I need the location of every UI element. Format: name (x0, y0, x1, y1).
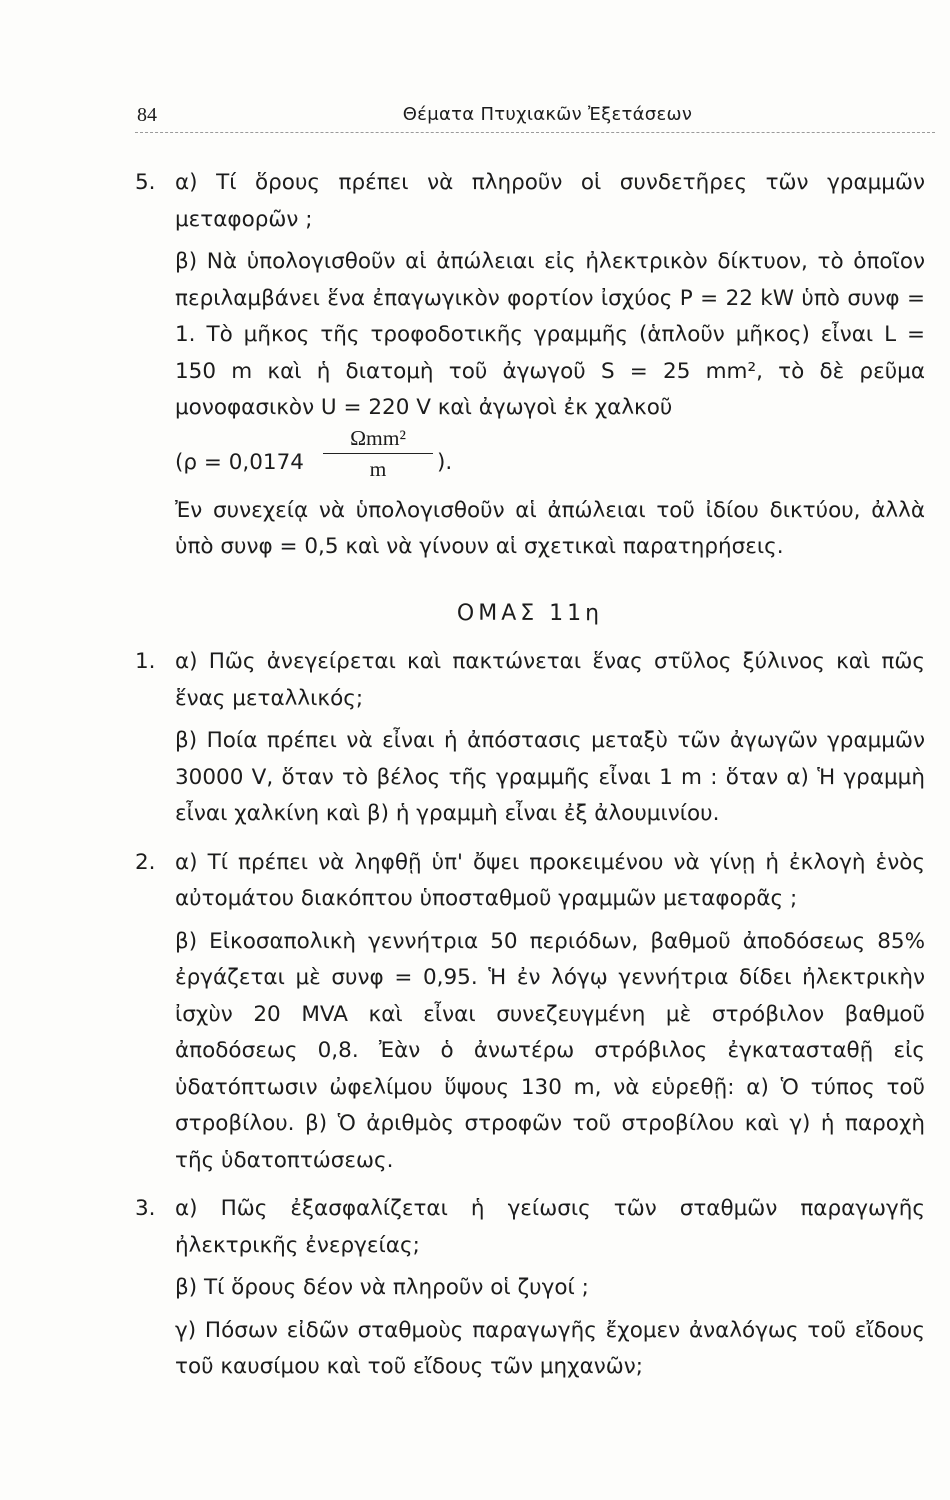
question-2 (135, 845, 925, 918)
page-header (135, 100, 910, 132)
header-rule (135, 132, 935, 133)
question-part-b: β) Ποία πρέπει νὰ εἶναι ἡ ἀπόστασις μεταξὺ τῶν ἀγωγῶν γραμμῶν 30000 V, ὅταν τὸ βέλος τῆς γραμμῆς εἶναι 1 m : ὅταν α) Ἡ γραμμὴ εἶναι χαλκίνη καὶ β) ἡ γραμμὴ εἶναι ἐξ ἀλουμινίου. (175, 728, 925, 826)
question-part-b: β) Νὰ ὑπολογισθοῦν αἱ ἀπώλειαι εἰς ἠλεκτρικὸν δίκτυον, τὸ ὁποῖον περιλαμβάνει ἕνα ἐπαγωγικὸν φορτίον ἰσχύος P = 22 kW ὑπὸ συνφ = 1. Τὸ μῆκος τῆς τροφοδοτικῆς γραμμῆς (ἁπλοῦν μῆκος) εἶναι L = 150 m καὶ ἡ διατομὴ τοῦ ἀγωγοῦ S = 25 mm², τὸ δὲ ρεῦμα μονοφασικὸν U = 220 V καὶ ἀγωγοὶ ἐκ χαλκοῦ (175, 249, 925, 420)
formula-rhs: ). (437, 449, 453, 475)
question-number: 2. (135, 849, 156, 875)
question-3 (135, 1191, 925, 1264)
question-part-b: β) Εἰκοσαπολικὴ γεννήτρια 50 περιόδων, βαθμοῦ ἀποδόσεως 85% ἐργάζεται μὲ συνφ = 0,95. Ἡ ἐν λόγῳ γεννήτρια δίδει ἠλεκτρικὴν ἰσχὺν 20 MVA καὶ εἶναι συνεζευγμένη μὲ στρόβιλον βαθμοῦ ἀποδόσεως 0,8. Ἐὰν ὁ ἀνωτέρω στρόβιλος ἐγκατασταθῇ εἰς ὑδατόπτωσιν ὠφελίμου ὕψους 130 m, νὰ εὑρεθῇ: α) Ὁ τύπος τοῦ στροβίλου. β) Ὁ ἀριθμὸς στροφῶν τοῦ στροβίλου καὶ γ) ἡ παροχὴ τῆς ὑδατοπτώσεως. (175, 928, 925, 1173)
question-part-b: β) Τί ὅρους δέον νὰ πληροῦν οἱ ζυγοί ; (175, 1275, 589, 1300)
section-title: ΟΜΑΣ 11η (456, 600, 604, 626)
running-title: Θέματα Πτυχιακῶν Ἐξετάσεων (402, 104, 693, 125)
question-part-c: γ) Πόσων εἰδῶν σταθμοὺς παραγωγῆς ἔχομεν ἀναλόγως τοῦ εἴδους τοῦ καυσίμου καὶ τοῦ εἴδους τῶν μηχανῶν; (175, 1317, 925, 1379)
question-number: 1. (135, 649, 156, 674)
formula (135, 423, 925, 493)
question-part-c: Ἐν συνεχείᾳ νὰ ὑπολογισθοῦν αἱ ἀπώλειαι τοῦ ἰδίου δικτύου, ἀλλὰ ὑπὸ συνφ = 0,5 καὶ νὰ γίνουν αἱ σχετικαὶ παρατηρήσεις. (175, 497, 925, 559)
formula-lhs: (ρ = 0,0174 (175, 449, 304, 475)
question-part-a: α) Τί ὅρους πρέπει νὰ πληροῦν οἱ συνδετῆρες τῶν γραμμῶν μεταφορῶν ; (175, 170, 925, 232)
question-number: 5. (135, 170, 156, 195)
formula-numerator: Ωmm² (323, 423, 433, 454)
formula-denominator: m (369, 456, 387, 481)
question-part-a: α) Πῶς ἐξασφαλίζεται ἡ γείωσις τῶν σταθμῶν παραγωγῆς ἠλεκτρικῆς ἐνεργείας; (175, 1196, 925, 1258)
question-part-a: α) Τί πρέπει νὰ ληφθῇ ὑπ' ὄψει προκειμένου νὰ γίνῃ ἡ ἐκλογὴ ἑνὸς αὐτομάτου διακόπτου ὑποσταθμοῦ γραμμῶν μεταφορᾶς ; (175, 849, 925, 911)
question-1 (135, 644, 925, 717)
formula-fraction (323, 423, 433, 484)
question-part-a: α) Πῶς ἀνεγείρεται καὶ πακτώνεται ἕνας στῦλος ξύλινος καὶ πῶς ἕνας μεταλλικός; (175, 649, 925, 711)
question-5 (135, 165, 925, 238)
page-number: 84 (137, 104, 157, 126)
question-number: 3. (135, 1196, 156, 1221)
page-body (135, 165, 925, 1386)
